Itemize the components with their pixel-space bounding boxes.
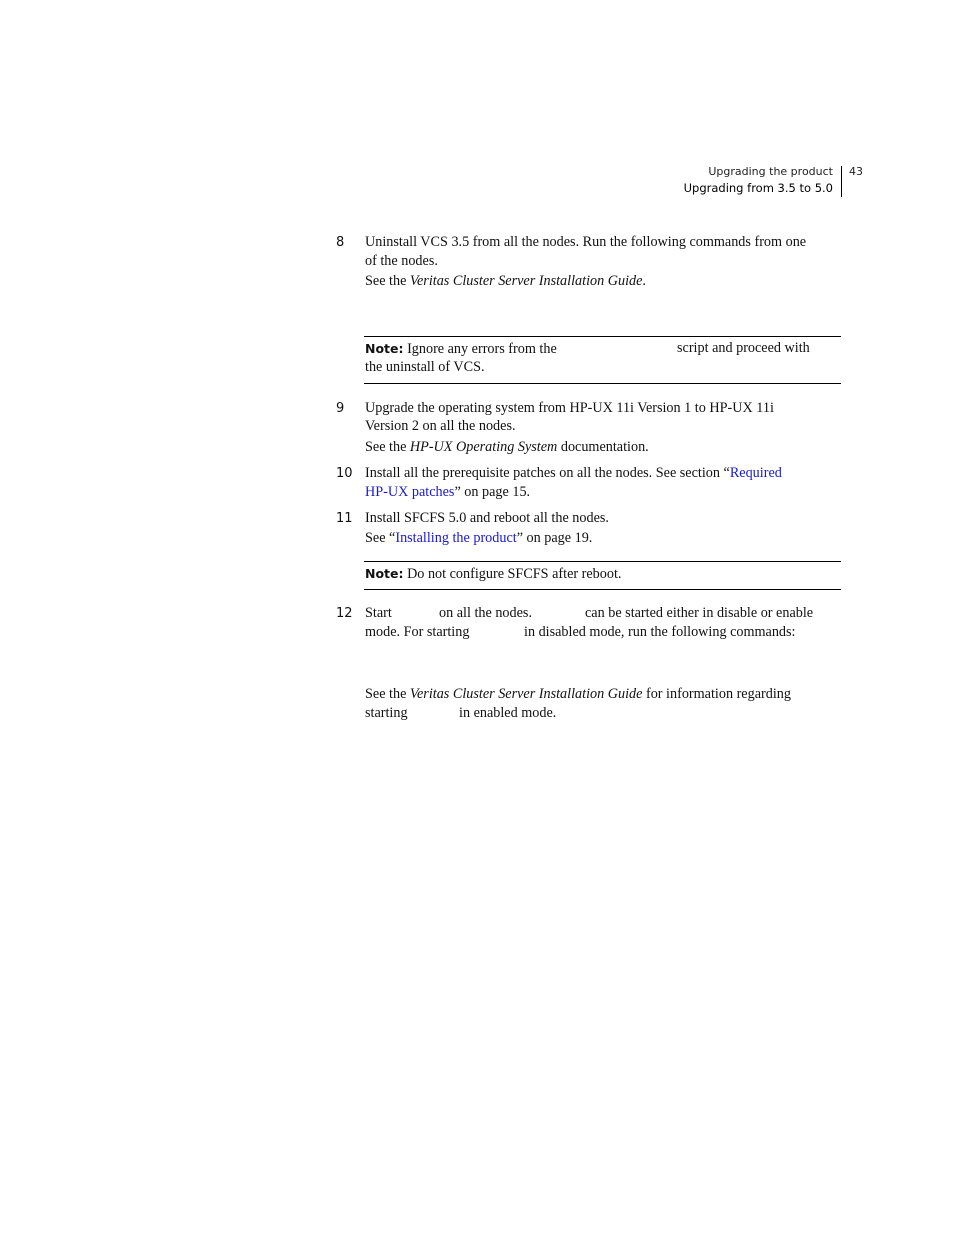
note-label: Note: <box>365 566 404 581</box>
note-1-line-1: Note: Ignore any errors from the <box>365 341 557 357</box>
required-patches-link-cont[interactable]: HP-UX patches <box>365 484 455 500</box>
note-label: Note: <box>365 341 404 356</box>
step-8-reference: See the Veritas Cluster Server Installation Guide. <box>365 273 646 289</box>
step-12-fragment-nodes: on all the nodes. <box>439 605 532 621</box>
note-2-text: Note: Do not configure SFCFS after reboot. <box>365 566 622 582</box>
step-9-line-1: Upgrade the operating system from HP-UX 11i Version 1 to HP-UX 11i <box>365 400 774 416</box>
step-number: 8 <box>336 235 345 250</box>
step-12-word-start: Start <box>365 605 392 621</box>
guide-title: Veritas Cluster Server Installation Guide <box>409 686 643 702</box>
note-1-line-1-end: script and proceed with <box>677 340 810 356</box>
step-number: 10 <box>336 466 353 481</box>
note-top-rule <box>364 561 841 562</box>
running-header-chapter: Upgrading the product <box>708 165 833 178</box>
note-bottom-rule <box>364 383 841 384</box>
guide-title: Veritas Cluster Server Installation Guide <box>409 273 643 289</box>
note-top-rule <box>364 336 841 337</box>
page-number: 43 <box>849 165 863 178</box>
step-12-fragment-disabled: in disabled mode, run the following commands: <box>524 624 796 640</box>
doc-title: HP-UX Operating System <box>409 439 558 455</box>
step-12-fragment-enabled: in enabled mode. <box>459 705 557 721</box>
header-divider <box>841 166 842 197</box>
step-12-fragment-starting-2: starting <box>365 705 408 721</box>
installing-product-link[interactable]: Installing the product <box>395 530 517 546</box>
step-number: 9 <box>336 401 345 416</box>
step-12-reference: See the Veritas Cluster Server Installation Guide for information regarding <box>365 686 791 702</box>
step-10-line-1: Install all the prerequisite patches on all the nodes. See section “Required <box>365 465 782 481</box>
step-9-reference: See the HP-UX Operating System documentation. <box>365 439 649 455</box>
step-number: 11 <box>336 511 353 526</box>
step-8-line-1: Uninstall VCS 3.5 from all the nodes. Run the following commands from one <box>365 234 807 250</box>
step-12-fragment-starting: mode. For starting <box>365 624 470 640</box>
step-11-reference: See “Installing the product” on page 19. <box>365 530 593 546</box>
step-number: 12 <box>336 606 353 621</box>
step-11-line-1: Install SFCFS 5.0 and reboot all the nodes. <box>365 510 609 526</box>
note-1-line-2: the uninstall of VCS. <box>365 359 485 375</box>
running-header-section: Upgrading from 3.5 to 5.0 <box>683 181 833 195</box>
step-12-fragment-modes: can be started either in disable or enable <box>585 605 814 621</box>
required-patches-link[interactable]: Required <box>729 465 782 481</box>
step-9-line-2: Version 2 on all the nodes. <box>365 418 516 434</box>
step-10-line-2: HP-UX patches” on page 15. <box>365 484 531 500</box>
note-bottom-rule <box>364 589 841 590</box>
step-8-line-2: of the nodes. <box>365 253 438 269</box>
